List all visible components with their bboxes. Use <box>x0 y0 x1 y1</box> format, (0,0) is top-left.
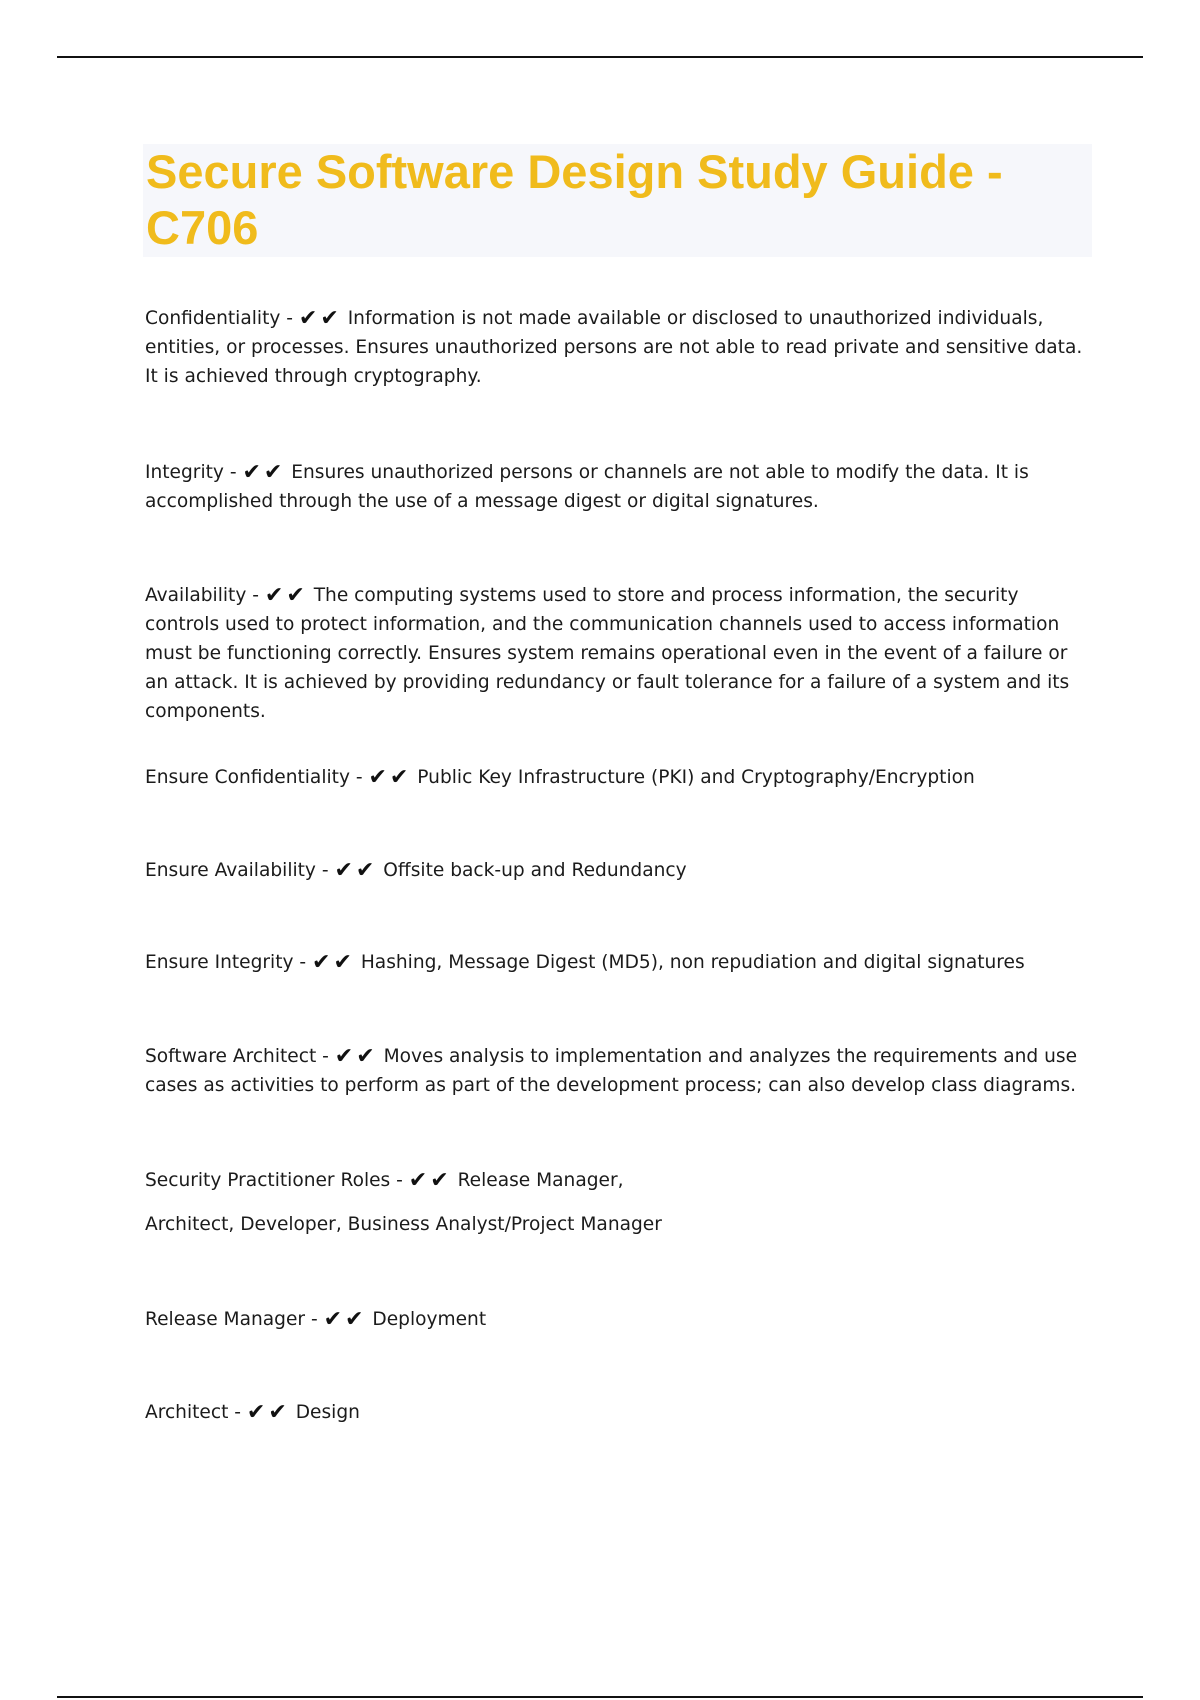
entry-integrity <box>145 457 1095 516</box>
entry-definition: Release Manager, <box>457 1170 624 1191</box>
check-marks-icon: ✔✔ <box>312 950 355 975</box>
entry-definition: Public Key Infrastructure (PKI) and Cryptography/Encryption <box>417 767 975 788</box>
term-separator: - <box>390 1170 409 1191</box>
entry-ensure-confidentiality <box>145 762 1095 792</box>
entry-term: Confidentiality <box>145 308 281 329</box>
entry-term: Architect <box>145 1402 229 1423</box>
entry-definition: Design <box>295 1402 360 1423</box>
check-marks-icon: ✔✔ <box>368 765 412 790</box>
entry-term: Ensure Availability <box>145 860 316 881</box>
entry-definition: Deployment <box>372 1309 487 1330</box>
entry-release-manager <box>145 1304 1095 1334</box>
entry-definition: Hashing, Message Digest (MD5), non repudiation and digital signatures <box>360 952 1025 973</box>
entry-definition: Moves analysis to implementation and analyzes the requirements and use cases as activities to perform as part of the development process; can also develop class diagrams. <box>145 1046 1078 1096</box>
term-separator: - <box>280 308 299 329</box>
entry-software-architect <box>145 1041 1095 1100</box>
page-title: Secure Software Design Study Guide - C706 <box>146 145 1003 254</box>
term-separator: - <box>316 1046 335 1067</box>
term-separator: - <box>246 585 265 606</box>
term-separator: - <box>293 952 313 973</box>
term-separator: - <box>349 767 369 788</box>
entry-definition: Offsite back-up and Redundancy <box>383 860 687 881</box>
top-rule <box>57 56 1143 58</box>
entry-architect <box>145 1397 1095 1427</box>
check-marks-icon: ✔✔ <box>334 1044 378 1069</box>
entry-ensure-integrity <box>145 947 1095 977</box>
check-marks-icon: ✔✔ <box>246 1400 290 1425</box>
entry-term: Integrity <box>145 462 224 483</box>
entry-confidentiality <box>145 303 1095 391</box>
check-marks-icon: ✔✔ <box>323 1307 367 1332</box>
check-marks-icon: ✔✔ <box>298 306 342 331</box>
check-marks-icon: ✔✔ <box>242 460 286 485</box>
entry-definition: Ensures unauthorized persons or channels are not able to modify the data. It is accomplished through the use of a message digest or digital signatures. <box>145 462 1029 512</box>
entry-availability <box>145 580 1095 726</box>
check-marks-icon: ✔✔ <box>264 583 308 608</box>
entry-term: Availability <box>145 585 247 606</box>
entry-definition: The computing systems used to store and process information, the security controls used to protect information, and the communication channels used to access information must be functioning correctly. Ensures system remains operational even in the event of a failure or an attack. It is achieved by providing redundancy or fault tolerance for a failure of a system and its components. <box>145 585 1070 722</box>
check-marks-icon: ✔✔ <box>334 858 378 883</box>
term-separator: - <box>305 1309 324 1330</box>
entry-term: Release Manager <box>145 1309 306 1330</box>
bottom-rule <box>57 1696 1143 1698</box>
entry-term: Software Architect <box>145 1046 317 1067</box>
entry-term: Ensure Integrity <box>145 952 294 973</box>
term-separator: - <box>228 1402 247 1423</box>
term-separator: - <box>315 860 335 881</box>
entry-term: Security Practitioner Roles <box>145 1170 391 1191</box>
entry-ensure-availability <box>145 855 1095 885</box>
term-separator: - <box>223 462 243 483</box>
entry-definition-continued: Architect, Developer, Business Analyst/Project Manager <box>145 1214 662 1235</box>
check-marks-icon: ✔✔ <box>408 1168 452 1193</box>
entry-term: Ensure Confidentiality <box>145 767 350 788</box>
entry-definition: Information is not made available or disclosed to unauthorized individuals, entities, or processes. Ensures unauthorized persons are not able to read private and sensitive data. It is achieved through cryptography. <box>145 308 1083 387</box>
entry-security-practitioner-roles <box>145 1165 1095 1239</box>
title-banner <box>143 144 1092 257</box>
